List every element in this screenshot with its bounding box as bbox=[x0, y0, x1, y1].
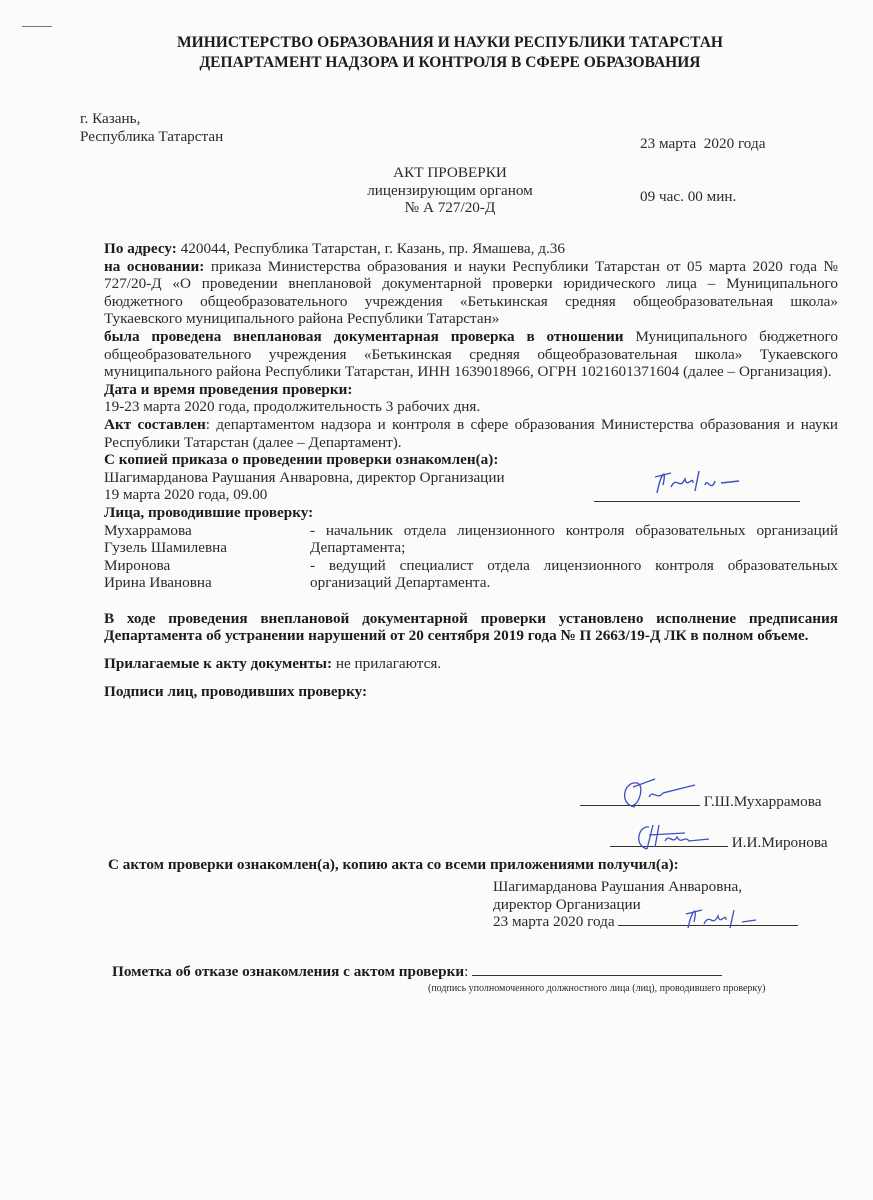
inspectors-label: Лица, проводившие проверку: bbox=[104, 503, 314, 521]
inspector-role: - начальник отдела лицензионного контроля образовательных организаций Департамента; bbox=[310, 521, 838, 557]
refusal-signature-line bbox=[472, 975, 722, 976]
signature-line bbox=[594, 501, 800, 502]
acknowledged-date: 23 марта 2020 года bbox=[493, 913, 615, 931]
order-copy-label: С копией приказа о проведении проверки ознакомлен(а): bbox=[104, 451, 499, 469]
refusal-note bbox=[112, 963, 722, 981]
inspector-surname: Мухаррамова bbox=[104, 521, 192, 539]
basis-value: приказа Министерства образования и науки Республики Татарстан от 05 марта 2020 года № 727/20-Д «О проведении внеплановой документарной проверки юридического лица – Муниципального бюджетного общеобразовательного учреждения «Бетькинская средняя общеобразовательная школа» Тукаевского муниципального района Республики Татарстан» bbox=[104, 257, 838, 328]
act-number: № А 727/20-Д bbox=[404, 199, 496, 217]
inspection-value: Муниципального бюджетного общеобразовательного учреждения «Бетькинская средняя общеобразовательная школа» Тукаевского муниципального района Республики Татарстан, ИНН 1639018966, ОГРН 1021601371604 (далее – Организация). bbox=[104, 327, 838, 381]
director-signature-2-icon bbox=[680, 900, 770, 934]
refusal-caption: (подпись уполномоченного должностного лица (лиц), проводившего проверку) bbox=[428, 983, 766, 994]
address-value: 420044, Республика Татарстан, г. Казань, пр. Ямашева, д.36 bbox=[176, 240, 565, 257]
signer-1-name: Г.Ш.Мухаррамова bbox=[703, 793, 822, 810]
scan-mark bbox=[22, 26, 52, 27]
attachments-value: не прилагаются. bbox=[332, 655, 442, 673]
city: г. Казань, bbox=[80, 110, 141, 127]
region: Республика Татарстан bbox=[80, 127, 224, 145]
department-name: ДЕПАРТАМЕНТ НАДЗОРА И КОНТРОЛЯ В СФЕРЕ ОБРАЗОВАНИЯ bbox=[199, 54, 701, 71]
ministry-name: МИНИСТЕРСТВО ОБРАЗОВАНИЯ И НАУКИ РЕСПУБЛИКИ ТАТАРСТАН bbox=[177, 34, 723, 51]
composed-value: : департаментом надзора и контроля в сфере образования Министерства образования и науки Республики Татарстан (далее – Департамент). bbox=[104, 415, 838, 451]
inspector-name: Гузель Шамилевна bbox=[104, 539, 227, 557]
inspector-role: - ведущий специалист отдела лицензионного контроля образовательных организаций Департамента. bbox=[310, 556, 838, 592]
acknowledged-position: директор Организации bbox=[493, 895, 641, 913]
inspection-result: В ходе проведения внеплановой документарной проверки установлено исполнение предписания Департамента об устранении нарушений от 20 сентября 2019 года № П 2663/19-Д ЛК в полном объеме. bbox=[104, 609, 838, 645]
place bbox=[80, 110, 223, 145]
acknowledged-label: С актом проверки ознакомлен(а), копию акта со всеми приложениями получил(а): bbox=[108, 856, 679, 873]
act-date: 23 марта 2020 года bbox=[640, 135, 766, 153]
address-label: По адресу: bbox=[104, 240, 177, 257]
order-copy-person: Шагимарданова Раушания Анваровна, директор Организации bbox=[104, 468, 505, 486]
signature-1-icon bbox=[615, 775, 705, 815]
signer-2-name: И.И.Миронова bbox=[731, 834, 828, 851]
dates-label: Дата и время проведения проверки: bbox=[104, 380, 353, 398]
order-copy-date: 19 марта 2020 года, 09.00 bbox=[104, 486, 268, 504]
title-main: АКТ ПРОВЕРКИ bbox=[393, 164, 507, 181]
signatures-label: Подписи лиц, проводивших проверку: bbox=[104, 682, 368, 700]
acknowledged-person: Шагимарданова Раушания Анваровна, bbox=[493, 878, 743, 895]
inspector-1 bbox=[104, 522, 838, 557]
act-title bbox=[250, 164, 650, 217]
dates-value: 19-23 марта 2020 года, продолжительность 3 рабочих дня. bbox=[104, 398, 481, 416]
title-sub: лицензирующим органом bbox=[367, 181, 533, 199]
composed-label: Акт составлен bbox=[104, 415, 206, 433]
refusal-label: Пометка об отказе ознакомления с актом проверки bbox=[112, 963, 465, 980]
basis-label: на основании: bbox=[104, 257, 205, 275]
inspector-surname: Миронова bbox=[104, 556, 171, 574]
director-signature-icon bbox=[649, 463, 759, 499]
signature-2-icon bbox=[625, 815, 715, 855]
attachments-label: Прилагаемые к акту документы: bbox=[104, 655, 333, 673]
header bbox=[0, 33, 873, 73]
act-body bbox=[104, 240, 838, 700]
refusal-colon: : bbox=[464, 963, 469, 980]
inspector-2 bbox=[104, 557, 838, 592]
inspection-label: была проведена внеплановая документарная проверка в отношении bbox=[104, 327, 624, 345]
inspector-name: Ирина Ивановна bbox=[104, 574, 212, 592]
act-datetime bbox=[640, 100, 765, 223]
act-time: 09 час. 00 мин. bbox=[640, 187, 737, 205]
